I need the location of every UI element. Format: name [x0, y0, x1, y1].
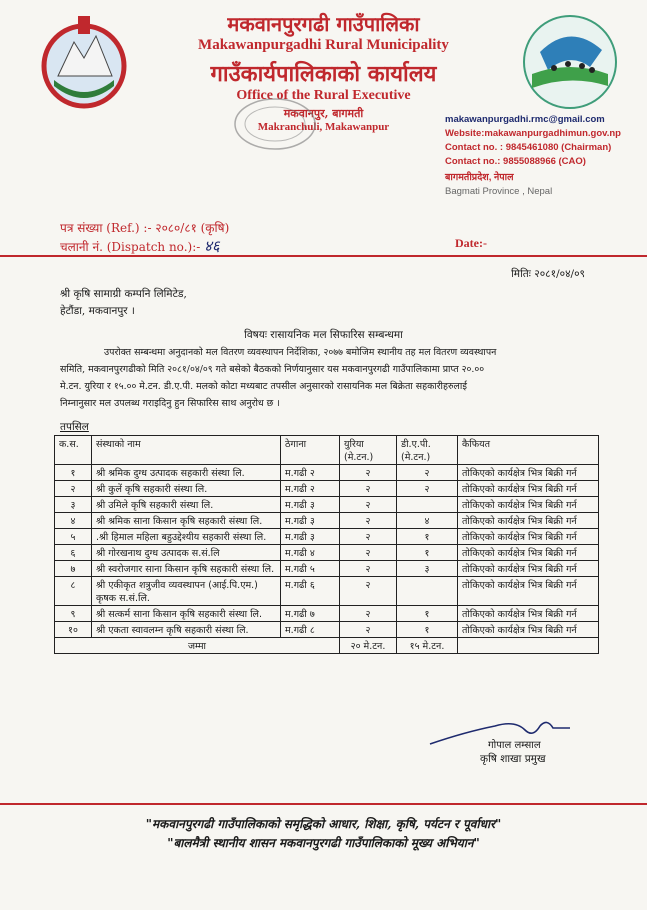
letter-subject: विषयः रासायनिक मल सिफारिस सम्बन्धमा — [244, 329, 403, 341]
table-total-row — [55, 638, 599, 654]
row-urea: २ — [340, 465, 397, 481]
municipality-name-english: Makawanpurgadhi Rural Municipality — [198, 37, 449, 53]
row-remarks: तोकिएको कार्यक्षेत्र भित्र बिक्री गर्न — [458, 529, 599, 545]
row-dap — [397, 577, 458, 606]
table-row — [55, 497, 599, 513]
address-english: Makranchuli, Makawanpur — [257, 121, 390, 133]
recipient-address: हेटौंडा, मकवानपुर । — [60, 305, 135, 317]
address-nepali: मकवानपुर, बागमती — [283, 107, 364, 120]
table-row — [55, 513, 599, 529]
total-label: जम्मा — [55, 638, 340, 654]
row-sn: ९ — [55, 606, 92, 622]
row-sn: ६ — [55, 545, 92, 561]
row-remarks: तोकिएको कार्यक्षेत्र भित्र बिक्री गर्न — [458, 545, 599, 561]
row-remarks: तोकिएको कार्यक्षेत्र भित्र बिक्री गर्न — [458, 622, 599, 638]
table-row — [55, 545, 599, 561]
row-urea: २ — [340, 497, 397, 513]
row-sn: ४ — [55, 513, 92, 529]
row-remarks: तोकिएको कार्यक्षेत्र भित्र बिक्री गर्न — [458, 561, 599, 577]
row-urea: २ — [340, 513, 397, 529]
col-header-remarks: कैफियत — [458, 436, 599, 465]
footer-divider — [0, 803, 647, 805]
row-address: म.गढी २ — [281, 481, 340, 497]
contact-province-english: Bagmati Province , Nepal — [445, 186, 553, 197]
total-urea: २० मे.टन. — [340, 638, 397, 654]
row-name: श्री कुलें कृषि सहकारी संस्था लि. — [92, 481, 281, 497]
row-address: म.गढी २ — [281, 465, 340, 481]
col-header-sn: क.स. — [55, 436, 92, 465]
row-remarks: तोकिएको कार्यक्षेत्र भित्र बिक्री गर्न — [458, 513, 599, 529]
row-dap: २ — [397, 465, 458, 481]
office-name-english: Office of the Rural Executive — [236, 88, 411, 103]
row-name: .श्री हिमाल महिला बहुउद्देश्यीय सहकारी संस्था लि. — [92, 529, 281, 545]
letter-date: मितिः २०८१/०४/०९ — [511, 268, 585, 280]
signer-title: कृषि शाखा प्रमुख — [480, 753, 546, 765]
row-urea: २ — [340, 606, 397, 622]
signer-name: गोपाल लम्साल — [488, 740, 541, 751]
total-dap: १५ मे.टन. — [397, 638, 458, 654]
row-name: श्री एकता स्वावलम्न कृषि सहकारी संस्था लि. — [92, 622, 281, 638]
row-dap: १ — [397, 622, 458, 638]
contact-cao: Contact no.: 9855088966 (CAO) — [445, 156, 586, 167]
row-address: म.गढी ५ — [281, 561, 340, 577]
table-row — [55, 561, 599, 577]
table-row — [55, 622, 599, 638]
row-dap: ३ — [397, 561, 458, 577]
header-divider — [0, 255, 647, 257]
row-sn: १० — [55, 622, 92, 638]
row-address: म.गढी ८ — [281, 622, 340, 638]
paragraph-line: समिति, मकवानपुरगढीको मिति २०८१/०४/०९ गते बसेको बैठकको निर्णयानुसार यस मकवानपुरगढी गाउँपालिकामा प्राप्त २०.०० — [60, 364, 485, 375]
row-remarks: तोकिएको कार्यक्षेत्र भित्र बिक्री गर्न — [458, 497, 599, 513]
letter-paragraph — [60, 344, 605, 412]
row-sn: ३ — [55, 497, 92, 513]
row-dap: ४ — [397, 513, 458, 529]
contact-province-nepali: बागमतीप्रदेश, नेपाल — [445, 172, 514, 183]
row-urea: २ — [340, 529, 397, 545]
col-header-dap: डी.ए.पी. (मे.टन.) — [397, 436, 458, 465]
row-dap: १ — [397, 606, 458, 622]
row-urea: २ — [340, 545, 397, 561]
row-name: श्री एकीकृत शत्रुजीव व्यवस्थापन (आई.पि.एम.) कृषक स.सं.लि. — [92, 577, 281, 606]
row-address: म.गढी ७ — [281, 606, 340, 622]
recipient-name: श्री कृषि सामाग्री कम्पनि लिमिटेड, — [60, 288, 187, 300]
footer-slogan-1: "मकवानपुरगढी गाउँपालिकाको समृद्धिको आधार, शिक्षा, कृषि, पर्यटन र पूर्वाधार" — [145, 817, 502, 831]
row-name: श्री श्रमिक साना किसान कृषि सहकारी संस्था लि. — [92, 513, 281, 529]
row-remarks: तोकिएको कार्यक्षेत्र भित्र बिक्री गर्न — [458, 481, 599, 497]
row-sn: ५ — [55, 529, 92, 545]
row-address: म.गढी ६ — [281, 577, 340, 606]
municipality-name-nepali: मकवानपुरगढी गाउँपालिका — [227, 12, 420, 36]
row-urea: २ — [340, 622, 397, 638]
row-address: म.गढी ३ — [281, 497, 340, 513]
office-stamp-icon — [232, 96, 318, 152]
row-dap: १ — [397, 545, 458, 561]
dispatch-label: चलानी नं. (Dispatch no.):- — [60, 240, 201, 254]
table-row — [55, 606, 599, 622]
paragraph-line: निम्नानुसार मल उपलब्ध गराइदिनु हुन सिफारिस साथ अनुरोध छ । — [60, 398, 280, 409]
row-name: श्री गोरखनाथ दुग्ध उत्पादक स.सं.लि — [92, 545, 281, 561]
row-name: श्री श्रमिक दुग्ध उत्पादक सहकारी संस्था लि. — [92, 465, 281, 481]
table-header-row — [55, 436, 599, 465]
row-sn: ७ — [55, 561, 92, 577]
table-row — [55, 529, 599, 545]
paragraph-line: मे.टन. युरिया र १५.०० मे.टन. डी.ए.पी. मलको कोटा मध्यबाट तपसील अनुसारको रासायनिक मल बिक्रेता सहकारीहरुलाई — [60, 381, 467, 392]
table-caption: तपसिल — [60, 421, 89, 433]
office-name-nepali: गाउँकार्यपालिकाको कार्यालय — [210, 61, 437, 87]
row-remarks: तोकिएको कार्यक्षेत्र भित्र बिक्री गर्न — [458, 577, 599, 606]
row-dap: १ — [397, 529, 458, 545]
contact-chairman: Contact no. : 9845461080 (Chairman) — [445, 142, 612, 153]
dispatch-number: ४६ — [204, 237, 220, 255]
reference-number: पत्र संख्या (Ref.) :- २०८०/८१ (कृषि) — [60, 221, 230, 235]
table-row — [55, 577, 599, 606]
dispatch-line — [60, 236, 220, 256]
allocation-table — [54, 435, 599, 654]
row-urea: २ — [340, 577, 397, 606]
contact-email: makawanpurgadhi.rmc@gmail.com — [445, 114, 605, 125]
row-sn: १ — [55, 465, 92, 481]
row-name: श्री उमिले कृषि सहकारी संस्था लि. — [92, 497, 281, 513]
date-label: Date:- — [455, 236, 487, 250]
row-urea: २ — [340, 481, 397, 497]
row-address: म.गढी ३ — [281, 529, 340, 545]
row-address: म.गढी ३ — [281, 513, 340, 529]
paragraph-line: उपरोक्त सम्बन्धमा अनुदानको मल वितरण व्यवस्थापन निर्देशिका, २०७७ बमोजिम स्थानीय तह मल वितरण व्यवस्थापन — [104, 347, 497, 358]
row-name: श्री स्वरोजगार साना किसान कृषि सहकारी संस्था लि. — [92, 561, 281, 577]
contact-website: Website:makawanpurgadhimun.gov.np — [445, 128, 621, 139]
col-header-name: संस्थाको नाम — [92, 436, 281, 465]
row-name: श्री सत्कर्म साना किसान कृषि सहकारी संस्था लि. — [92, 606, 281, 622]
table-row — [55, 481, 599, 497]
col-header-urea: युरिया (मे.टन.) — [340, 436, 397, 465]
row-sn: २ — [55, 481, 92, 497]
row-dap: २ — [397, 481, 458, 497]
row-address: म.गढी ४ — [281, 545, 340, 561]
footer-slogan-2: "बालमैत्री स्थानीय शासन मकवानपुरगढी गाउँपालिकाको मूख्य अभियान" — [167, 836, 480, 850]
row-remarks: तोकिएको कार्यक्षेत्र भित्र बिक्री गर्न — [458, 606, 599, 622]
table-row — [55, 465, 599, 481]
total-remarks — [458, 638, 599, 654]
row-dap — [397, 497, 458, 513]
row-urea: २ — [340, 561, 397, 577]
row-remarks: तोकिएको कार्यक्षेत्र भित्र बिक्री गर्न — [458, 465, 599, 481]
col-header-address: ठेगाना — [281, 436, 340, 465]
row-sn: ८ — [55, 577, 92, 606]
